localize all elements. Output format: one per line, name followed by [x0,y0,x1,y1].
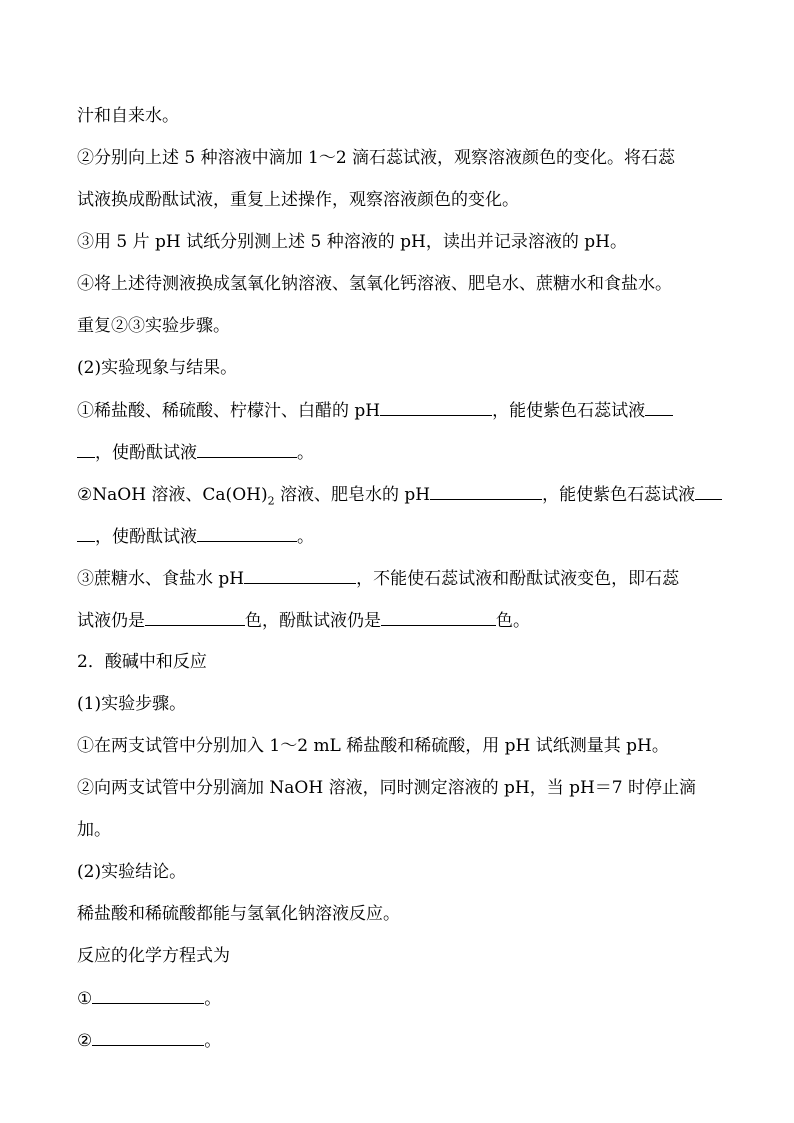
text-segment: ，使酚酞试液 [95,527,197,547]
text-segment: 。 [297,443,314,463]
text-line: ②分别向上述 5 种溶液中滴加 1～2 滴石蕊试液，观察溶液颜色的变化。将石蕊 [77,148,676,168]
text-segment: 试液仍是 [77,611,145,631]
text-segment: ③蔗糖水、食盐水 pH [77,569,245,589]
answer-blank[interactable] [145,608,245,626]
text-line: 重复②③实验步骤。 [77,316,230,336]
text-segment: 色。 [496,611,530,631]
answer-blank[interactable] [381,608,496,626]
text-segment: ② [77,1031,93,1051]
answer-blank[interactable] [77,524,95,542]
fill-in-line [77,1028,722,1053]
text-line: ②向两支试管中分别滴加 NaOH 溶液，同时测定溶液的 pH，当 pH＝7 时停止滴 [77,778,697,798]
answer-blank[interactable] [197,440,297,458]
answer-blank[interactable] [77,440,95,458]
fill-in-line [77,440,722,465]
fill-in-line [77,398,722,423]
section-heading: (1)实验步骤。 [77,694,187,714]
text-segment: ，使酚酞试液 [95,443,197,463]
text-line: 加。 [77,820,111,840]
answer-blank[interactable] [645,398,673,416]
fill-in-line [77,608,722,633]
answer-blank[interactable] [92,986,204,1004]
text-segment: 。 [204,1031,222,1051]
text-segment: ②NaOH 溶液、Ca(OH) [77,485,268,505]
answer-blank[interactable] [244,566,356,584]
answer-blank[interactable] [380,398,492,416]
text-line: 试液换成酚酞试液，重复上述操作，观察溶液颜色的变化。 [77,190,519,210]
text-line: 反应的化学方程式为 [77,946,230,966]
text-segment: ①稀盐酸、稀硫酸、柠檬汁、白醋的 pH [77,401,381,421]
fill-in-line [77,482,722,513]
section-heading: (2)实验现象与结果。 [77,358,238,378]
answer-blank[interactable] [197,524,297,542]
text-segment: ，能使紫色石蕊试液 [542,485,696,505]
text-segment: ① [77,989,93,1009]
text-line: ④将上述待测液换成氢氧化钠溶液、氢氧化钙溶液、肥皂水、蔗糖水和食盐水。 [77,274,672,294]
text-segment: 溶液、肥皂水的 pH [274,485,431,505]
fill-in-line [77,986,722,1011]
section-heading: 2．酸碱中和反应 [77,652,207,672]
section-heading: (2)实验结论。 [77,862,187,882]
fill-in-line [77,524,722,549]
answer-blank[interactable] [92,1028,204,1046]
text-line: ③用 5 片 pH 试纸分别测上述 5 种溶液的 pH，读出并记录溶液的 pH。 [77,232,627,252]
text-line: ①在两支试管中分别加入 1～2 mL 稀盐酸和稀硫酸，用 pH 试纸测量其 pH。 [77,736,669,756]
text-line: 汁和自来水。 [77,106,179,126]
subscript: 2 [267,494,275,508]
text-segment: 。 [204,989,222,1009]
answer-blank[interactable] [695,482,722,500]
answer-blank[interactable] [430,482,542,500]
text-segment: 色，酚酞试液仍是 [245,611,381,631]
text-segment: 。 [297,527,314,547]
text-segment: ，不能使石蕊试液和酚酞试液变色，即石蕊 [356,569,680,589]
fill-in-line [77,566,722,591]
text-line: 稀盐酸和稀硫酸都能与氢氧化钠溶液反应。 [77,904,400,924]
text-segment: ，能使紫色石蕊试液 [492,401,646,421]
